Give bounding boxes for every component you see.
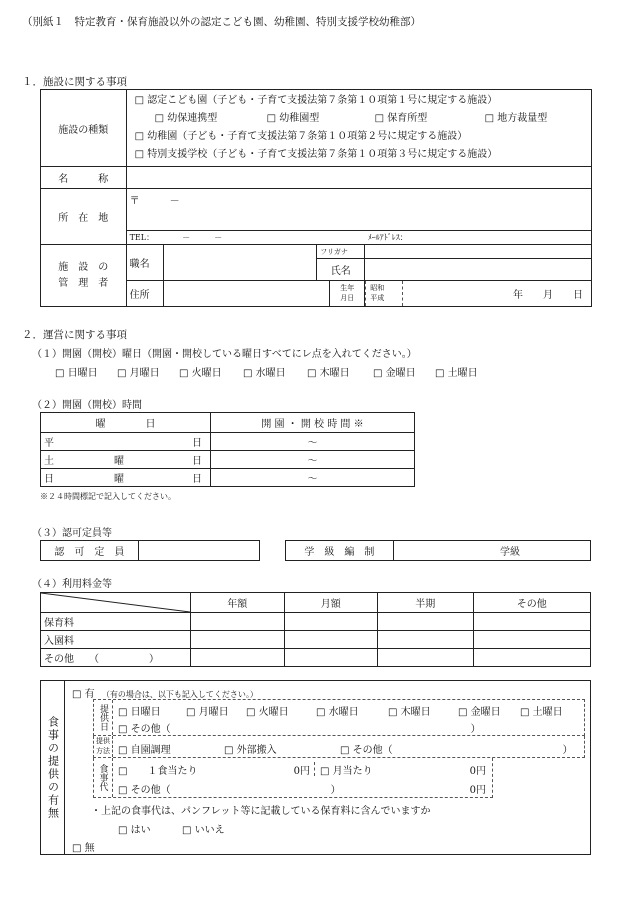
meal-method-area — [93, 736, 585, 758]
open-days — [55, 364, 478, 379]
fee-cell[interactable] — [473, 631, 590, 649]
meal-day-other[interactable]: □ その他（ ） — [118, 724, 481, 735]
fee-head-half: 半期 — [378, 593, 474, 613]
meal-day-label: 提供日 — [94, 700, 113, 735]
option-tokubetsu[interactable]: □ 特別支援学校（子ども・子育て支援法第７条第１０項第３号に規定する施設） — [134, 149, 498, 160]
meal-label: 食事の提供の有無 — [41, 681, 65, 854]
meal-method-outside[interactable]: □ 外部搬入 — [224, 745, 277, 756]
manager-label: 施 設 の 管 理 者 — [41, 245, 127, 307]
furigana-field[interactable] — [365, 245, 592, 259]
meal-cost-per-meal[interactable]: □ １食当たり — [118, 766, 198, 777]
option-yoho[interactable]: □ 幼保連携型 — [154, 113, 218, 124]
diagonal-line — [41, 593, 190, 612]
hours-row-sun: 日 曜 日 — [41, 469, 211, 487]
hours-weekday-field[interactable]: ～ — [210, 433, 414, 451]
meal-cost-area — [93, 758, 493, 798]
option-chiho[interactable]: □ 地方裁量型 — [484, 113, 548, 124]
section1-title: １．施設に関する事項 — [22, 76, 127, 88]
fee-cell[interactable] — [473, 613, 590, 631]
capacity-table — [40, 540, 260, 561]
capacity-subtitle: （３）認可定員等 — [32, 528, 112, 539]
meal-has-note: （有の場合は、以下も記入してください。） — [101, 690, 258, 699]
day-fri[interactable]: □ 金曜日 — [373, 368, 416, 379]
meal-method-inhouse[interactable]: □ 自園調理 — [118, 745, 171, 756]
meal-has-checkbox[interactable]: □ 有 — [72, 689, 95, 700]
meal-none-checkbox[interactable]: □ 無 — [72, 843, 95, 854]
facility-type-label: 施設の種類 — [41, 90, 127, 167]
hours-note: ※２４時間標記で記入してください。 — [40, 492, 176, 501]
meal-cost-label: 食事代 — [94, 758, 113, 797]
classes-label: 学 級 編 制 — [286, 541, 394, 561]
email-field[interactable]: ﾒｰﾙｱﾄﾞﾚｽ： — [365, 231, 592, 245]
hours-head-day: 曜 日 — [41, 413, 211, 433]
meal-cost-other[interactable]: □ その他（ ） — [118, 785, 341, 796]
era-label: 昭和 平成 — [365, 281, 403, 306]
fee-row-label: 保育料 — [41, 613, 191, 631]
postal-field[interactable]: 〒 － — [126, 189, 591, 231]
fee-row-label: その他 （ ） — [41, 649, 191, 667]
hours-sat-field[interactable]: ～ — [210, 451, 414, 469]
option-yochien[interactable]: □ 幼稚園（子ども・子育て支援法第７条第１０項第２号に規定する施設） — [134, 131, 468, 142]
hours-table — [40, 412, 415, 487]
fee-cell[interactable] — [191, 613, 285, 631]
address-label: 所 在 地 — [41, 189, 127, 245]
meal-method-label: 提供 方法 — [94, 736, 113, 757]
day-thu[interactable]: □ 木曜日 — [307, 368, 350, 379]
classes-table — [285, 540, 591, 561]
fee-cell[interactable] — [191, 649, 285, 667]
tel-field[interactable]: TEL： － － — [126, 231, 365, 245]
hours-head-time: 開 園 ・ 開 校 時 間 ※ — [210, 413, 414, 433]
birthdate-field[interactable]: 年 月 日 — [513, 290, 583, 301]
hours-row-sat: 土 曜 日 — [41, 451, 211, 469]
meal-day-sun[interactable]: □ 日曜日 — [118, 707, 161, 718]
days-subtitle: （１）開園（開校）曜日（開園・開校している曜日すべてにレ点を入れてください。） — [32, 349, 417, 360]
fee-cell[interactable] — [378, 649, 474, 667]
job-title-label: 職名 — [126, 245, 163, 281]
meal-method-other[interactable]: □ その他（ ） — [340, 745, 573, 756]
fee-cell[interactable] — [284, 649, 378, 667]
form-header: （別紙１ 特定教育・保育施設以外の認定こども園、幼稚園、特別支援学校幼稚部） — [22, 16, 421, 28]
day-mon[interactable]: □ 月曜日 — [117, 368, 160, 379]
fee-cell[interactable] — [191, 631, 285, 649]
name-label: 名 称 — [41, 167, 127, 189]
name-field[interactable] — [126, 167, 591, 189]
hours-subtitle: （２）開園（開校）時間 — [32, 400, 142, 411]
meal-day-thu[interactable]: □ 木曜日 — [388, 707, 431, 718]
meal-cost-per-meal-value: 0円 — [293, 766, 310, 777]
fee-head-other: その他 — [473, 593, 590, 613]
meal-day-mon[interactable]: □ 月曜日 — [186, 707, 229, 718]
fee-head-year: 年額 — [191, 593, 285, 613]
hours-sun-field[interactable]: ～ — [210, 469, 414, 487]
facility-table — [40, 89, 592, 307]
option-yochien-type[interactable]: □ 幼稚園型 — [266, 113, 320, 124]
fee-cell[interactable] — [378, 613, 474, 631]
meal-day-wed[interactable]: □ 水曜日 — [316, 707, 359, 718]
meal-day-sat[interactable]: □ 土曜日 — [520, 707, 563, 718]
fee-cell[interactable] — [378, 631, 474, 649]
fee-cell[interactable] — [473, 649, 590, 667]
fee-cell[interactable] — [284, 631, 378, 649]
meal-box — [40, 680, 591, 855]
meal-answer-yes[interactable]: □ はい — [118, 825, 151, 836]
day-sat[interactable]: □ 土曜日 — [435, 368, 478, 379]
fee-row-label: 入園料 — [41, 631, 191, 649]
section2-title: ２．運営に関する事項 — [22, 329, 127, 341]
meal-days-area — [93, 699, 585, 736]
meal-cost-other-value: 0円 — [469, 785, 486, 796]
option-nintei[interactable]: □ 認定こども園（子ども・子育て支援法第７条第１０項第１号に規定する施設） — [134, 95, 498, 106]
meal-cost-per-month-value: 0円 — [469, 766, 486, 777]
home-address-field[interactable] — [164, 281, 330, 306]
person-name-field[interactable] — [365, 259, 592, 281]
meal-question: ・上記の食事代は、パンフレット等に記載している保育料に含んでいますか — [91, 806, 431, 817]
day-tue[interactable]: □ 火曜日 — [179, 368, 222, 379]
capacity-label: 認 可 定 員 — [41, 541, 139, 561]
fee-table — [40, 592, 591, 667]
meal-day-tue[interactable]: □ 火曜日 — [246, 707, 289, 718]
hours-row-weekday: 平 日 — [41, 433, 211, 451]
day-sun[interactable]: □ 日曜日 — [55, 368, 98, 379]
person-name-label: 氏名 — [317, 259, 365, 281]
day-wed[interactable]: □ 水曜日 — [243, 368, 286, 379]
meal-cost-per-month[interactable]: □ 月当たり — [320, 766, 373, 777]
fee-corner — [41, 593, 191, 613]
meal-answer-no[interactable]: □ いいえ — [182, 825, 225, 836]
option-hoikusho-type[interactable]: □ 保育所型 — [374, 113, 428, 124]
job-title-field[interactable] — [163, 245, 317, 281]
fee-cell[interactable] — [284, 613, 378, 631]
fee-head-month: 月額 — [284, 593, 378, 613]
birthdate-label: 生年 月日 — [329, 281, 364, 306]
home-address-label: 住所 — [126, 281, 163, 307]
fee-subtitle: （４）利用料金等 — [32, 579, 112, 590]
classes-field[interactable]: 学級 — [393, 541, 590, 561]
furigana-label: フリガナ — [317, 245, 365, 259]
facility-type-options — [126, 90, 591, 167]
meal-day-fri[interactable]: □ 金曜日 — [458, 707, 501, 718]
capacity-field[interactable] — [138, 541, 259, 561]
